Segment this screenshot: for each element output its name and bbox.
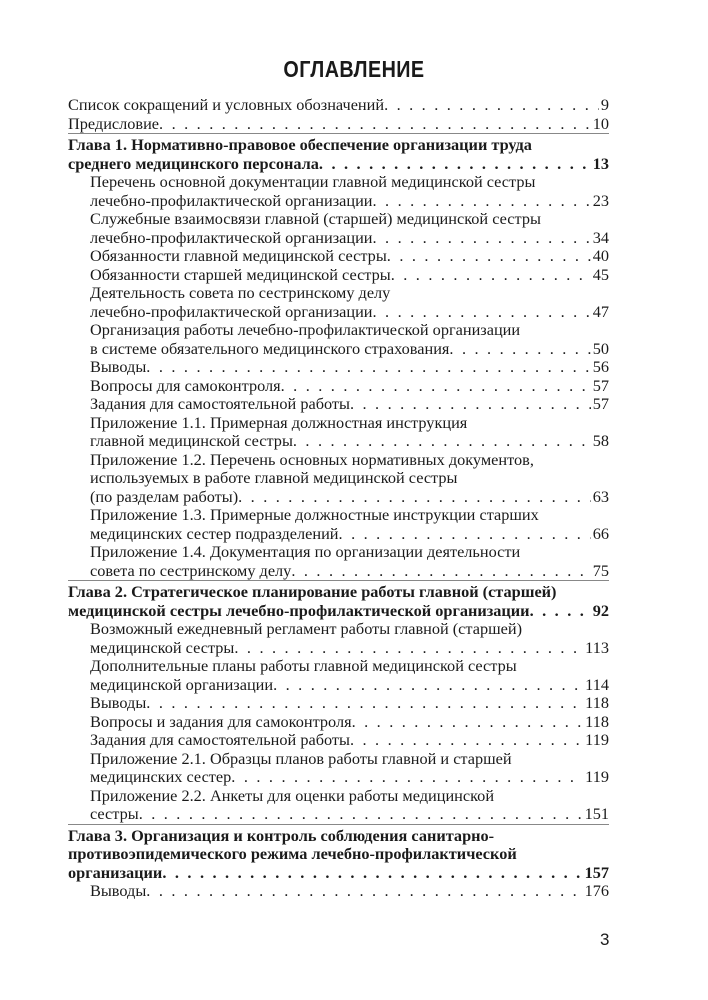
toc-page-number: 119	[585, 767, 609, 786]
toc-entry-line	[90, 694, 609, 713]
dot-leader	[384, 96, 599, 115]
toc-entry-line	[90, 731, 609, 750]
toc-entry-text: Выводы	[90, 693, 147, 712]
toc-entry-text: Задания для самостоятельной работы	[90, 394, 350, 413]
toc-page-number: 113	[585, 637, 609, 657]
toc-entry[interactable]	[68, 451, 609, 507]
toc-page-number: 114	[585, 674, 609, 694]
toc-entry-text: Дополнительные планы работы главной медицинской сестры	[90, 657, 517, 675]
toc-page-number: 157	[584, 862, 609, 882]
toc-page-number: 34	[592, 227, 609, 247]
toc-entry-line	[90, 173, 609, 192]
toc-entry-line	[90, 395, 609, 414]
toc-entry-text: Возможный ежедневный регламент работы главной (старшей)	[90, 620, 522, 638]
toc-chapter-entry[interactable]	[68, 824, 609, 883]
toc-entry-line	[90, 787, 609, 806]
toc-entry-line	[90, 543, 609, 562]
toc-page-number: 23	[592, 190, 609, 210]
toc-entry[interactable]	[68, 284, 609, 321]
toc-entry-text: лечебно-профилактической организации	[90, 227, 373, 247]
toc-entry-line	[68, 827, 609, 846]
toc-entry-line	[90, 676, 609, 695]
toc-entry-line	[68, 864, 609, 883]
toc-entry-line	[90, 525, 609, 544]
toc-page-number: 56	[592, 357, 609, 376]
dot-leader	[391, 266, 591, 285]
toc-page-number: 151	[584, 804, 609, 823]
toc-entry-text: Вопросы и задания для самоконтроля	[90, 711, 352, 731]
toc-entry-text: в системе обязательного медицинского страхования	[90, 338, 450, 358]
toc-entry-line	[90, 210, 609, 229]
toc-page-number: 118	[585, 711, 609, 731]
toc-entry[interactable]	[68, 247, 609, 266]
dot-leader	[159, 115, 591, 134]
toc-entry-text: сестры	[90, 804, 139, 823]
toc-entry-text: медицинских сестер	[90, 767, 232, 786]
dot-leader	[339, 525, 591, 544]
toc-entry[interactable]	[68, 321, 609, 358]
toc-entry-text: Перечень основной документации главной медицинской сестры	[90, 173, 536, 191]
toc-entry[interactable]	[68, 377, 609, 396]
toc-entry-text: Обязанности главной медицинской сестры	[90, 246, 387, 265]
toc-entry-text: Выводы	[90, 357, 147, 376]
toc-page-number: 75	[592, 560, 609, 580]
toc-entry-line	[90, 266, 609, 285]
toc-entry-line	[90, 451, 609, 470]
toc-entry[interactable]	[68, 506, 609, 543]
toc-page-number: 57	[592, 375, 609, 395]
dot-leader	[139, 805, 583, 824]
toc-entry[interactable]	[68, 358, 609, 377]
toc-entry[interactable]	[68, 395, 609, 414]
toc-entry-line	[90, 805, 609, 824]
toc-entry-text: лечебно-профилактической организации	[90, 301, 373, 321]
dot-leader	[350, 731, 583, 750]
toc-entry-text: Задания для самостоятельной работы	[90, 730, 350, 749]
toc-entry-text: главной медицинской сестры	[90, 431, 293, 450]
toc-entry-text: среднего медицинского персонала	[68, 153, 319, 173]
toc-entry-line	[90, 284, 609, 303]
toc-entry-line	[90, 247, 609, 266]
dot-leader	[373, 303, 591, 322]
toc-entry-line	[68, 96, 609, 115]
dot-leader	[162, 864, 582, 883]
toc-entry-text: Глава 2. Стратегическое планирование работы главной (старшей)	[68, 583, 557, 601]
dot-leader	[530, 602, 591, 621]
toc-page-number: 45	[592, 264, 609, 284]
toc-entry-line	[90, 562, 609, 581]
toc-entry[interactable]	[68, 543, 609, 580]
dot-leader	[352, 713, 584, 732]
toc-entry[interactable]	[68, 787, 609, 824]
toc-entry-line	[90, 620, 609, 639]
dot-leader	[231, 768, 583, 787]
toc-page-number: 50	[592, 338, 609, 358]
toc-entry-line	[90, 882, 609, 901]
toc-entry-text: организации	[68, 862, 163, 882]
toc-entry-line	[90, 414, 609, 433]
toc-entry-line	[90, 358, 609, 377]
toc-entry-line	[68, 136, 609, 155]
toc-entry-text: Список сокращений и условных обозначений	[68, 95, 385, 114]
toc-entry[interactable]	[68, 731, 609, 750]
toc-entry-text: Приложение 1.2. Перечень основных нормативных документов,	[90, 450, 534, 469]
toc-entry-text: Приложение 1.1. Примерная должностная инструкция	[90, 413, 468, 432]
toc-entry-line	[90, 432, 609, 451]
toc-entry-text: совета по сестринскому делу	[90, 560, 292, 580]
toc-page-number: 118	[585, 693, 609, 712]
toc-entry[interactable]	[68, 414, 609, 451]
toc-entry-line	[90, 488, 609, 507]
toc-entry-line	[90, 506, 609, 525]
toc-page-number: 58	[592, 431, 609, 450]
toc-entry-text: Организация работы лечебно-профилактической организации	[90, 321, 521, 339]
toc-entry[interactable]	[68, 115, 609, 134]
toc-chapter-entry[interactable]	[68, 580, 609, 620]
toc-entry[interactable]	[68, 750, 609, 787]
toc-page-number: 63	[592, 486, 609, 506]
toc-entry-line	[90, 377, 609, 396]
toc-entry-line	[68, 115, 609, 134]
toc-entry-line	[90, 768, 609, 787]
toc-entry-text: медицинских сестер подразделений	[90, 523, 339, 543]
dot-leader	[273, 676, 583, 695]
dot-leader	[373, 229, 591, 248]
toc-entry-line	[90, 469, 609, 488]
toc-entry[interactable]	[68, 96, 609, 115]
toc-entry-text: используемых в работе главной медицинской сестры	[90, 469, 458, 487]
toc-page-number: 47	[592, 301, 609, 321]
toc-entry[interactable]	[68, 657, 609, 694]
toc-entry-line	[68, 583, 609, 602]
toc-page-number: 10	[592, 113, 609, 133]
toc-entry-text: Глава 3. Организация и контроль соблюдения санитарно-	[68, 826, 495, 845]
dot-leader	[373, 192, 591, 211]
toc-page-number: 40	[592, 246, 609, 265]
toc-entry-line	[90, 657, 609, 676]
toc-page-number: 176	[584, 881, 609, 900]
toc-entry-text: Приложение 1.4. Документация по организации деятельности	[90, 543, 521, 561]
toc-entry-line	[90, 192, 609, 211]
toc-entry-text: Обязанности старшей медицинской сестры	[90, 264, 391, 284]
dot-leader	[350, 395, 591, 414]
toc-page-number: 9	[600, 95, 609, 114]
toc-entry-text: Приложение 1.3. Примерные должностные инструкции старших	[90, 506, 539, 524]
toc-entry[interactable]	[68, 694, 609, 713]
toc-entry[interactable]	[68, 713, 609, 732]
toc-entry-text: Служебные взаимосвязи главной (старшей) медицинской сестры	[90, 210, 541, 228]
toc-entry[interactable]	[68, 210, 609, 247]
toc-entry-line	[90, 340, 609, 359]
toc-entry-text: Предисловие	[68, 113, 160, 133]
dot-leader	[234, 639, 583, 658]
toc-entry-line	[90, 321, 609, 340]
toc-entry-text: Выводы	[90, 881, 147, 900]
table-of-contents	[68, 96, 609, 901]
toc-page-number: 119	[585, 730, 609, 749]
page-title: ОГЛАВЛЕНИЕ	[283, 56, 425, 82]
toc-entry-text: Приложение 2.1. Образцы планов работы главной и старшей	[90, 749, 512, 768]
toc-entry[interactable]	[68, 173, 609, 210]
toc-entry-text: Деятельность совета по сестринскому делу	[90, 284, 391, 302]
toc-entry-line	[90, 303, 609, 322]
toc-chapter-entry[interactable]	[68, 133, 609, 173]
dot-leader	[449, 340, 590, 359]
toc-entry[interactable]	[68, 882, 609, 901]
toc-entry-text: лечебно-профилактической организации	[90, 190, 373, 210]
toc-entry-text: Глава 1. Нормативно-правовое обеспечение организации труда	[68, 136, 532, 154]
dot-leader	[281, 377, 591, 396]
toc-entry[interactable]	[68, 266, 609, 285]
toc-entry-line	[68, 845, 609, 864]
toc-page-number: 57	[592, 394, 609, 413]
toc-entry-text: медицинской сестры	[90, 637, 235, 657]
toc-entry-line	[90, 639, 609, 658]
toc-entry-line	[68, 155, 609, 174]
dot-leader	[387, 247, 591, 266]
toc-entry-text: (по разделам работы)	[90, 486, 239, 506]
toc-entry-line	[90, 229, 609, 248]
toc-entry-text: противоэпидемического режима лечебно-профилактической	[68, 845, 517, 863]
toc-page-number: 66	[592, 523, 609, 543]
toc-page-number: 13	[592, 153, 609, 173]
toc-entry[interactable]	[68, 620, 609, 657]
toc-entry-line	[90, 750, 609, 769]
page-number: 3	[600, 930, 610, 949]
dot-leader	[293, 432, 591, 451]
dot-leader	[291, 562, 590, 581]
toc-page-number: 92	[592, 600, 609, 620]
toc-entry-line	[90, 713, 609, 732]
toc-entry-text: Приложение 2.2. Анкеты для оценки работы медицинской	[90, 786, 495, 805]
toc-entry-text: медицинской сестры лечебно-профилактической организации	[68, 600, 530, 620]
toc-entry-line	[68, 602, 609, 621]
toc-entry-text: Вопросы для самоконтроля	[90, 375, 281, 395]
dot-leader	[146, 358, 590, 377]
dot-leader	[146, 694, 583, 713]
dot-leader	[319, 155, 591, 174]
dot-leader	[146, 882, 582, 901]
dot-leader	[238, 488, 591, 507]
toc-entry-text: медицинской организации	[90, 674, 274, 694]
